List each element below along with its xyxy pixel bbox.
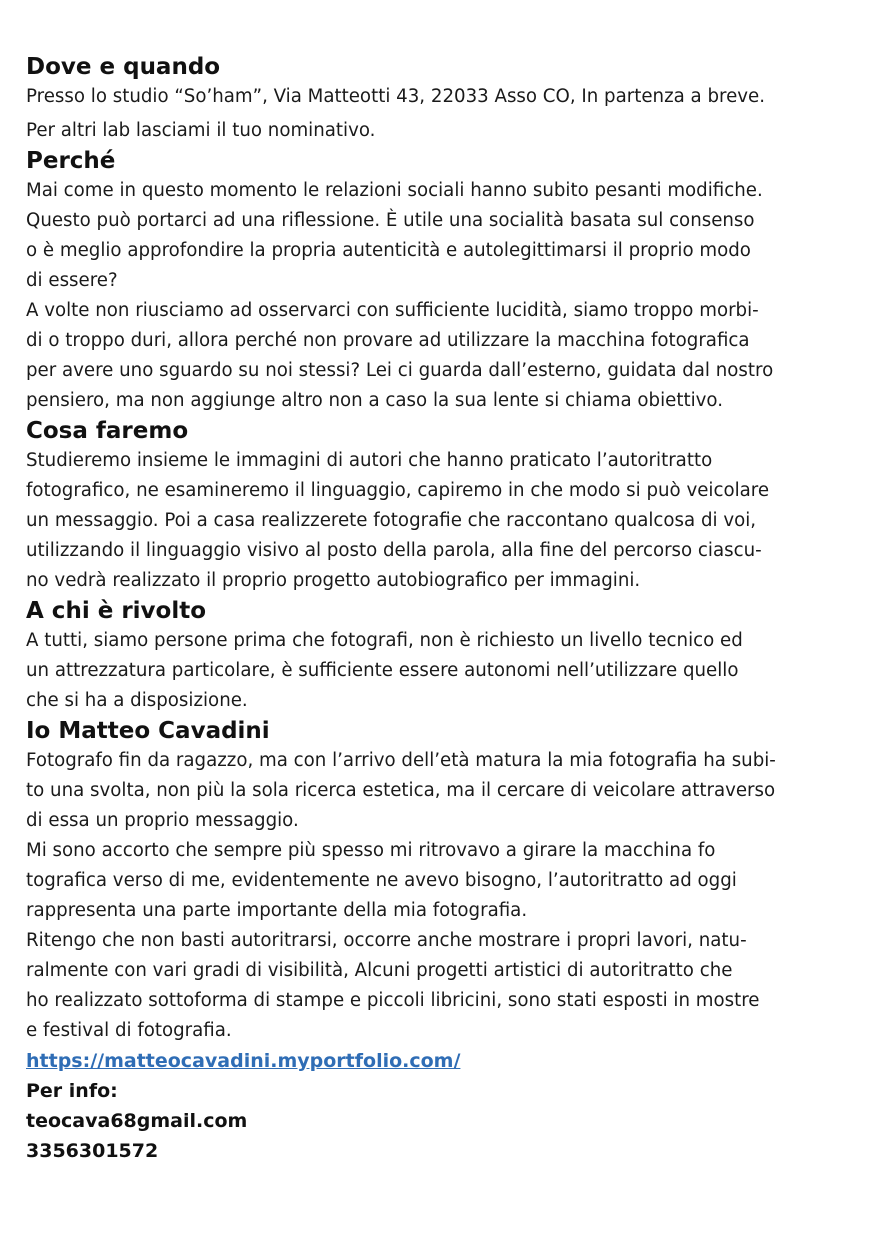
paragraph-line: A volte non riusciamo ad osservarci con sufficiente lucidità, siamo troppo morbi-: [26, 300, 759, 321]
paragraph-line: ho realizzato sottoforma di stampe e piccoli libricini, sono stati esposti in mostre: [26, 990, 760, 1011]
paragraph-line: utilizzando il linguaggio visivo al posto della parola, alla fine del percorso ciascu-: [26, 540, 762, 561]
paragraph-line: rappresenta una parte importante della mia fotografia.: [26, 900, 528, 921]
paragraph-line: o è meglio approfondire la propria autenticità e autolegittimarsi il proprio modo: [26, 240, 751, 261]
paragraph-line: per avere uno sguardo su noi stessi? Lei ci guarda dall’esterno, guidata dal nostro: [26, 360, 774, 381]
paragraph-line: un attrezzatura particolare, è sufficiente essere autonomi nell’utilizzare quello: [26, 660, 739, 681]
contact-email: teocava68gmail.com: [26, 1110, 248, 1132]
section-title: Io Matteo Cavadini: [26, 718, 270, 744]
paragraph-line: pensiero, ma non aggiunge altro non a caso la sua lente si chiama obiettivo.: [26, 390, 723, 411]
paragraph-line: Ritengo che non basti autoritrarsi, occorre anche mostrare i propri lavori, natu-: [26, 930, 747, 951]
paragraph-line: tografica verso di me, evidentemente ne avevo bisogno, l’autoritratto ad oggi: [26, 870, 737, 891]
paragraph-line: fotografico, ne esamineremo il linguaggio, capiremo in che modo si può veicolare: [26, 480, 770, 501]
paragraph-line: to una svolta, non più la sola ricerca estetica, ma il cercare di veicolare attraverso: [26, 780, 776, 801]
paragraph-line: no vedrà realizzato il proprio progetto autobiografico per immagini.: [26, 570, 641, 591]
section-perche: [26, 146, 856, 416]
paragraph-line: Mi sono accorto che sempre più spesso mi ritrovavo a girare la macchina fo: [26, 840, 716, 861]
info-label: Per info:: [26, 1080, 118, 1102]
section-title: A chi è rivolto: [26, 598, 207, 624]
paragraph-line: di o troppo duri, allora perché non provare ad utilizzare la macchina fotografica: [26, 330, 750, 351]
section-dove-e-quando: [26, 52, 856, 146]
document-page: [26, 52, 856, 1166]
paragraph-line: che si ha a disposizione.: [26, 690, 248, 711]
contact-phone: 3356301572: [26, 1140, 159, 1162]
portfolio-link[interactable]: https://matteocavadini.myportfolio.com/: [26, 1050, 461, 1072]
paragraph-line: Mai come in questo momento le relazioni sociali hanno subito pesanti modifiche.: [26, 180, 763, 201]
paragraph-line: Studieremo insieme le immagini di autori che hanno praticato l’autoritratto: [26, 450, 713, 471]
section-title: Dove e quando: [26, 54, 221, 80]
section-a-chi-e-rivolto: [26, 596, 856, 716]
paragraph-line: Fotografo fin da ragazzo, ma con l’arrivo dell’età matura la mia fotografia ha subi-: [26, 750, 776, 771]
section-io-matteo-cavadini: [26, 716, 856, 1046]
section-cosa-faremo: [26, 416, 856, 596]
paragraph-line: di essere?: [26, 270, 118, 291]
contact-block: [26, 1046, 856, 1166]
paragraph-line: un messaggio. Poi a casa realizzerete fotografie che raccontano qualcosa di voi,: [26, 510, 757, 531]
paragraph-line: A tutti, siamo persone prima che fotografi, non è richiesto un livello tecnico ed: [26, 630, 743, 651]
paragraph-line: Presso lo studio “So’ham”, Via Matteotti 43, 22033 Asso CO, In partenza a breve.: [26, 86, 766, 107]
section-title: Cosa faremo: [26, 418, 189, 444]
paragraph-line: Questo può portarci ad una riflessione. È utile una socialità basata sul consenso: [26, 210, 755, 231]
paragraph-line: di essa un proprio messaggio.: [26, 810, 299, 831]
section-title: Perché: [26, 148, 116, 174]
paragraph-line: ralmente con vari gradi di visibilità, Alcuni progetti artistici di autoritratto che: [26, 960, 733, 981]
paragraph-line: Per altri lab lasciami il tuo nominativo.: [26, 120, 376, 141]
paragraph-line: e festival di fotografia.: [26, 1020, 232, 1041]
